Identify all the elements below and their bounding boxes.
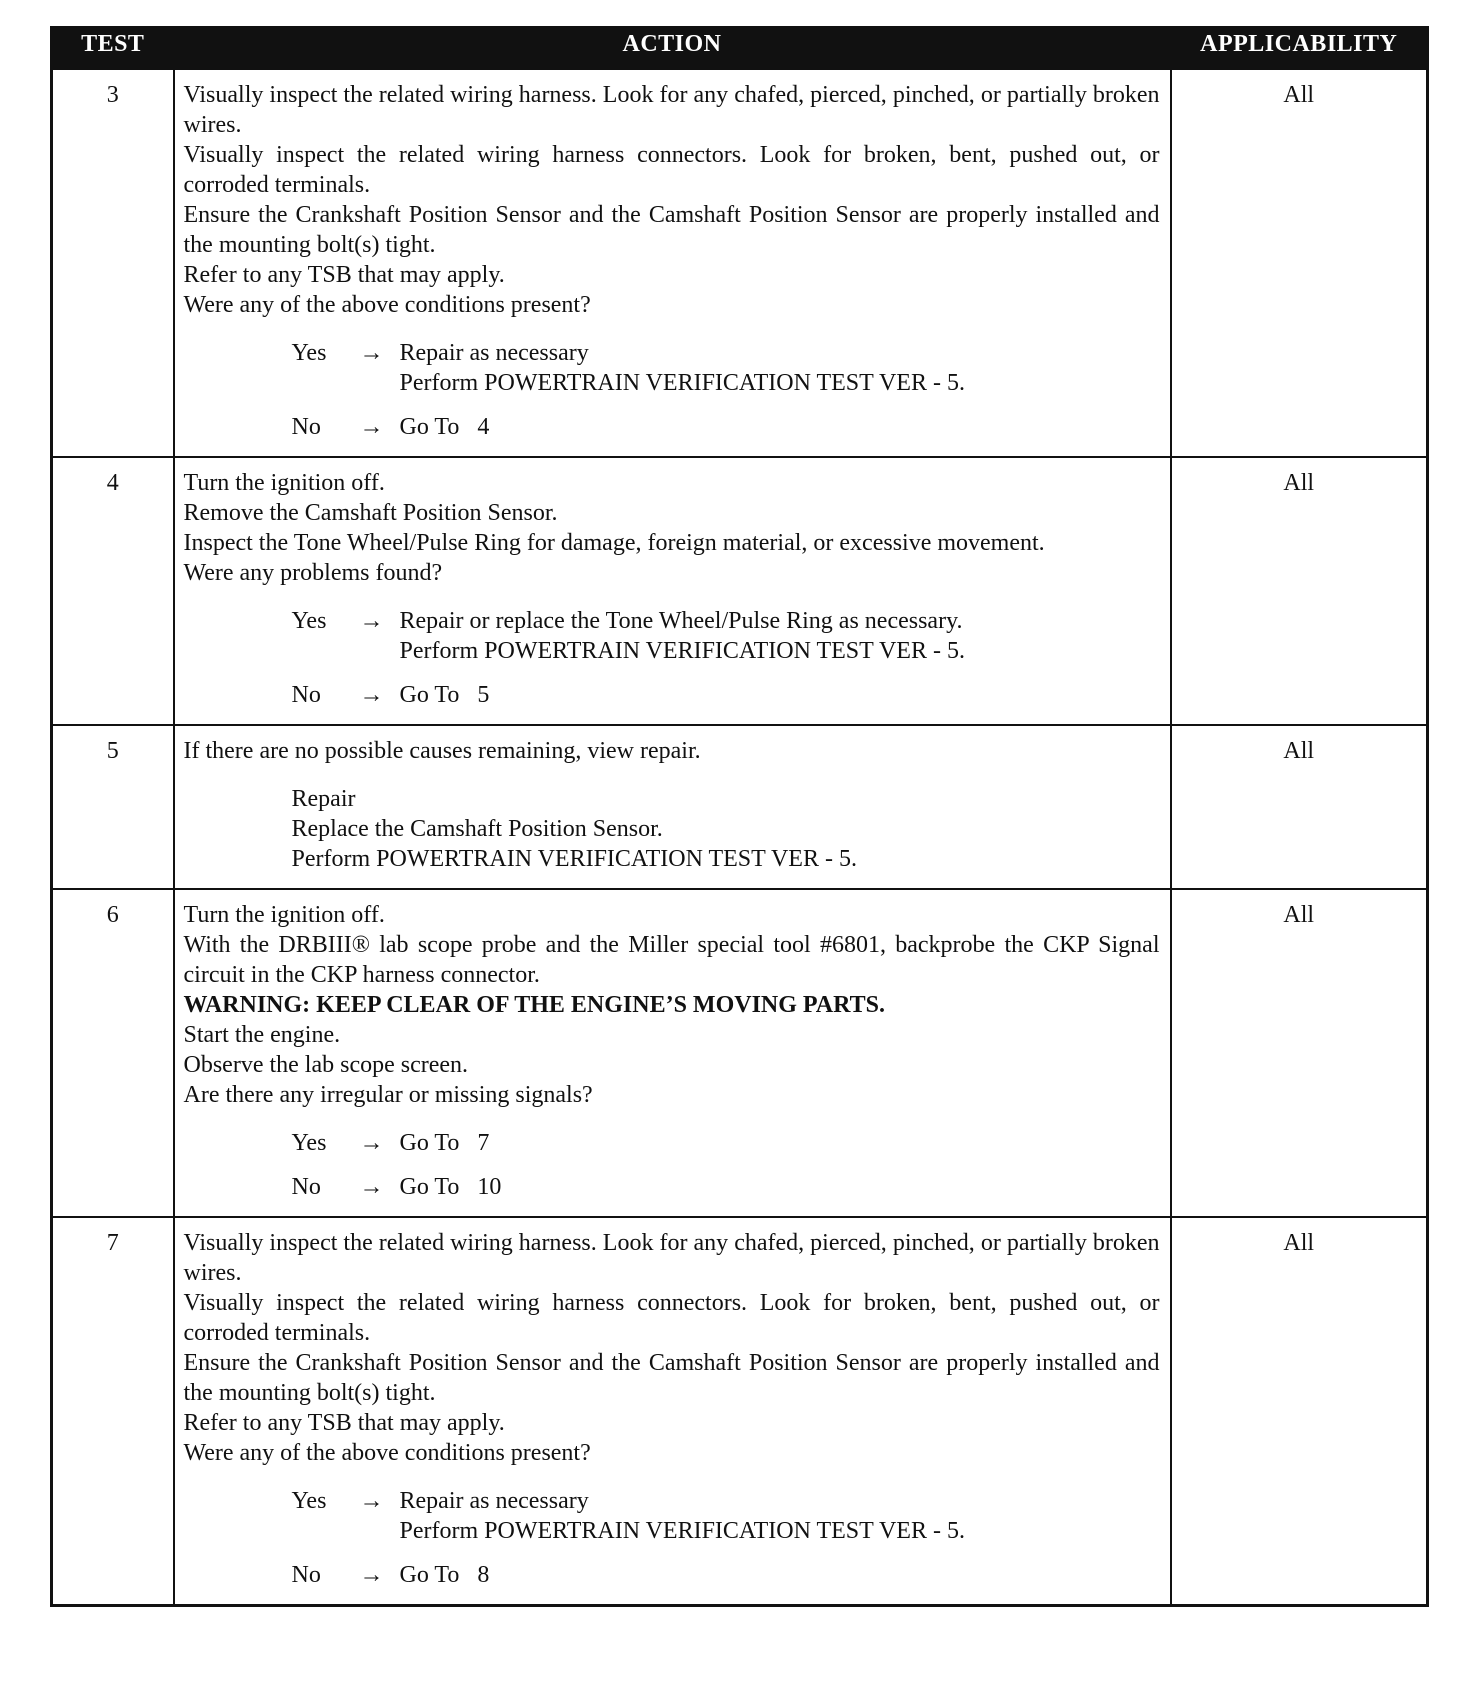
table-row-test-6 [52, 889, 1428, 1217]
no-label: No [291, 414, 321, 440]
yes-outcome [184, 1486, 1160, 1546]
action-cell [174, 69, 1171, 458]
action-cell [174, 457, 1171, 725]
action-line: Observe the lab scope screen. [183, 1052, 469, 1078]
arrow-icon: → [359, 340, 384, 366]
applicability-value: All [1171, 69, 1428, 458]
action-line: Are there any irregular or missing signals? [183, 1082, 593, 1108]
yes-outcome [184, 1128, 1160, 1158]
repair-label: Repair [291, 786, 356, 812]
no-label: No [291, 1174, 321, 1200]
repair-step: Replace the Camshaft Position Sensor. [291, 816, 663, 842]
action-line: Ensure the Crankshaft Position Sensor and the Camshaft Position Sensor are properly installed and the mounting bolt(s) tight. [183, 202, 1160, 258]
applicability-value: All [1171, 457, 1428, 725]
table-header-row [52, 28, 1428, 69]
no-outcome [184, 1560, 1160, 1590]
action-line: Turn the ignition off. [183, 902, 385, 928]
yes-label: Yes [291, 608, 327, 634]
table-row-test-4 [52, 457, 1428, 725]
no-step: Go To 8 [399, 1562, 490, 1588]
applicability-value: All [1171, 1217, 1428, 1606]
diagnostic-test-table [50, 26, 1429, 1607]
yes-step: Go To 7 [399, 1130, 490, 1156]
action-line: Were any problems found? [183, 560, 443, 586]
no-step: Go To 10 [399, 1174, 502, 1200]
action-line: Turn the ignition off. [183, 470, 385, 496]
no-outcome [184, 412, 1160, 442]
action-line: Remove the Camshaft Position Sensor. [183, 500, 558, 526]
action-line: Inspect the Tone Wheel/Pulse Ring for damage, foreign material, or excessive movement. [183, 530, 1045, 556]
action-line: Visually inspect the related wiring harness. Look for any chafed, pierced, pinched, or partially broken wires. [183, 1230, 1160, 1286]
no-step: Go To 4 [399, 414, 490, 440]
yes-step: Perform POWERTRAIN VERIFICATION TEST VER - 5. [399, 638, 965, 664]
arrow-icon: → [359, 1130, 384, 1156]
applicability-value: All [1171, 725, 1428, 889]
yes-label: Yes [291, 1130, 327, 1156]
action-cell [174, 725, 1171, 889]
yes-step: Perform POWERTRAIN VERIFICATION TEST VER - 5. [399, 370, 965, 396]
action-line: Start the engine. [183, 1022, 341, 1048]
test-number: 6 [52, 889, 174, 1217]
action-line: Ensure the Crankshaft Position Sensor and the Camshaft Position Sensor are properly installed and the mounting bolt(s) tight. [183, 1350, 1160, 1406]
action-cell [174, 889, 1171, 1217]
header-applicability: APPLICABILITY [1171, 28, 1428, 69]
yes-outcome [184, 338, 1160, 398]
repair-step: Perform POWERTRAIN VERIFICATION TEST VER - 5. [291, 846, 857, 872]
yes-step: Repair or replace the Tone Wheel/Pulse Ring as necessary. [399, 608, 963, 634]
header-action: ACTION [174, 28, 1171, 69]
table-row-test-3 [52, 69, 1428, 458]
diagnostic-test-document [50, 26, 1426, 1607]
action-line: Were any of the above conditions present? [183, 1440, 591, 1466]
no-label: No [291, 1562, 321, 1588]
action-line: With the DRBIII® lab scope probe and the Miller special tool #6801, backprobe the CKP Signal circuit in the CKP harness connector. [183, 932, 1160, 988]
action-line: Refer to any TSB that may apply. [183, 262, 505, 288]
test-number: 4 [52, 457, 174, 725]
yes-label: Yes [291, 340, 327, 366]
no-outcome [184, 680, 1160, 710]
yes-label: Yes [291, 1488, 327, 1514]
no-outcome [184, 1172, 1160, 1202]
applicability-value: All [1171, 889, 1428, 1217]
action-line: Refer to any TSB that may apply. [183, 1410, 505, 1436]
action-line: Visually inspect the related wiring harness connectors. Look for broken, bent, pushed out, or corroded terminals. [183, 142, 1160, 198]
arrow-icon: → [359, 1488, 384, 1514]
yes-outcome [184, 606, 1160, 666]
test-number: 7 [52, 1217, 174, 1606]
arrow-icon: → [359, 1174, 384, 1200]
no-step: Go To 5 [399, 682, 490, 708]
yes-step: Repair as necessary [399, 340, 589, 366]
yes-step: Perform POWERTRAIN VERIFICATION TEST VER - 5. [399, 1518, 965, 1544]
test-number: 5 [52, 725, 174, 889]
action-line: If there are no possible causes remaining, view repair. [183, 738, 701, 764]
arrow-icon: → [359, 1562, 384, 1588]
table-row-test-5 [52, 725, 1428, 889]
test-number: 3 [52, 69, 174, 458]
arrow-icon: → [359, 682, 384, 708]
action-line: Were any of the above conditions present? [183, 292, 591, 318]
arrow-icon: → [359, 414, 384, 440]
repair-steps [184, 814, 1160, 874]
arrow-icon: → [359, 608, 384, 634]
action-line: Visually inspect the related wiring harness. Look for any chafed, pierced, pinched, or partially broken wires. [183, 82, 1160, 138]
table-row-test-7 [52, 1217, 1428, 1606]
warning-line: WARNING: KEEP CLEAR OF THE ENGINE’S MOVING PARTS. [183, 992, 885, 1018]
action-cell [174, 1217, 1171, 1606]
header-test: TEST [52, 28, 174, 69]
action-line: Visually inspect the related wiring harness connectors. Look for broken, bent, pushed out, or corroded terminals. [183, 1290, 1160, 1346]
yes-step: Repair as necessary [399, 1488, 589, 1514]
no-label: No [291, 682, 321, 708]
